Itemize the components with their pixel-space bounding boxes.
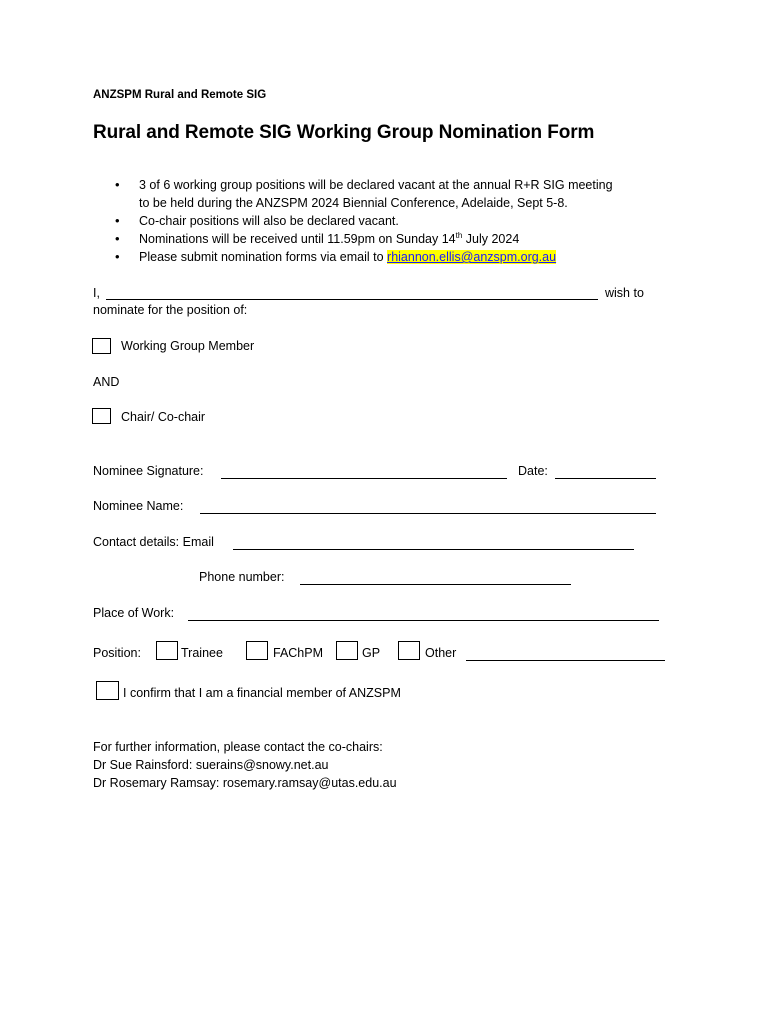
date-field[interactable] — [555, 478, 656, 479]
working-group-member-checkbox[interactable] — [92, 338, 111, 354]
confirm-membership-label: I confirm that I am a financial member of ANZSPM — [123, 686, 401, 700]
bullet-1-line-2: to be held during the ANZSPM 2024 Biennial Conference, Adelaide, Sept 5-8. — [139, 196, 568, 210]
nominate-for-label: nominate for the position of: — [93, 303, 248, 317]
further-info-text: For further information, please contact the co-chairs: — [93, 740, 383, 754]
chair-cochair-label: Chair/ Co-chair — [121, 410, 206, 424]
gp-checkbox[interactable] — [336, 641, 358, 660]
other-position-field[interactable] — [466, 660, 665, 661]
bullet-1-line-1: 3 of 6 working group positions will be declared vacant at the annual R+R SIG meeting — [139, 178, 613, 192]
signature-label: Nominee Signature: — [93, 464, 204, 478]
signature-field[interactable] — [221, 478, 507, 479]
nominator-name-field[interactable] — [106, 299, 598, 300]
list-item — [115, 176, 613, 212]
place-of-work-field[interactable] — [188, 620, 659, 621]
list-item — [115, 230, 613, 248]
working-group-member-label: Working Group Member — [121, 339, 255, 353]
nominee-name-label: Nominee Name: — [93, 499, 184, 513]
email-field[interactable] — [233, 549, 634, 550]
nominee-name-field[interactable] — [200, 513, 656, 514]
org-header: ANZSPM Rural and Remote SIG — [93, 89, 267, 101]
chair-cochair-checkbox[interactable] — [92, 408, 111, 424]
phone-label: Phone number: — [199, 570, 285, 584]
trainee-checkbox[interactable] — [156, 641, 178, 660]
bullet-3-superscript: th — [455, 230, 463, 240]
phone-field[interactable] — [300, 584, 571, 585]
info-bullet-list — [115, 176, 613, 266]
trainee-label: Trainee — [181, 646, 223, 660]
i-label: I, — [93, 286, 100, 300]
list-item — [115, 212, 613, 230]
place-of-work-label: Place of Work: — [93, 606, 175, 620]
bullet-2: Co-chair positions will also be declared vacant. — [139, 214, 399, 228]
bullet-3-text-end: July 2024 — [462, 232, 520, 246]
position-label: Position: — [93, 646, 141, 660]
contact-email-label: Contact details: Email — [93, 535, 214, 549]
and-label: AND — [93, 375, 120, 389]
fachpm-label: FAChPM — [273, 646, 324, 660]
other-label: Other — [425, 646, 457, 660]
fachpm-checkbox[interactable] — [246, 641, 268, 660]
wish-to-label: wish to — [605, 286, 644, 300]
confirm-membership-checkbox[interactable] — [96, 681, 119, 700]
bullet-4-text: Please submit nomination forms via email to — [139, 250, 388, 264]
other-checkbox[interactable] — [398, 641, 420, 660]
cochair-contact-2: Dr Rosemary Ramsay: rosemary.ramsay@utas.edu.au — [93, 776, 397, 790]
page-title: Rural and Remote SIG Working Group Nomination Form — [93, 122, 595, 143]
bullet-3-text: Nominations will be received until 11.59pm on Sunday 14 — [139, 232, 456, 246]
cochair-contact-1: Dr Sue Rainsford: suerains@snowy.net.au — [93, 758, 329, 772]
submission-email-link[interactable]: rhiannon.ellis@anzspm.org.au — [387, 250, 557, 264]
gp-label: GP — [362, 646, 381, 660]
date-label: Date: — [518, 464, 548, 478]
list-item — [115, 248, 613, 266]
